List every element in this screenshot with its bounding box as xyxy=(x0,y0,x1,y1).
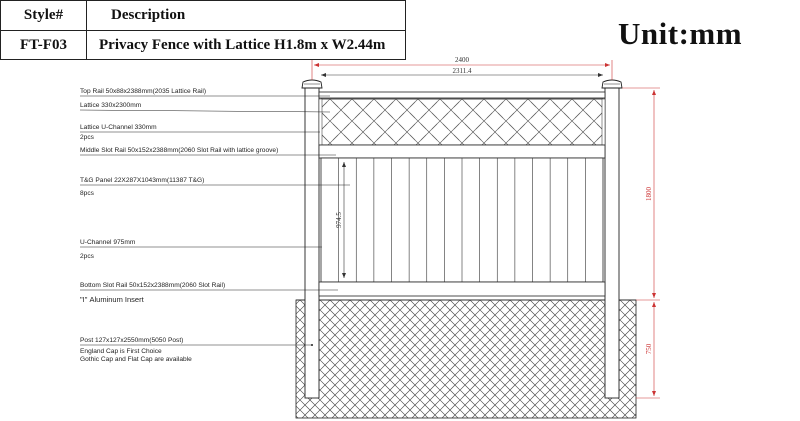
callout-u-channel-note: 2pcs xyxy=(80,253,94,260)
callout-middle-slot-rail-label: Middle Slot Rail 50x152x2388mm(2060 Slot Rail with lattice groove) xyxy=(80,147,279,154)
lattice-u-channel-right xyxy=(602,99,605,145)
height-value: 1800 xyxy=(645,187,653,201)
callout-u-channel xyxy=(80,239,322,260)
left-post xyxy=(305,88,319,398)
callout-aluminum-insert xyxy=(80,295,145,304)
inner-width-value: 2311.4 xyxy=(452,67,472,75)
callout-top-rail-label: Top Rail 50x88x2388mm(2035 Lattice Rail) xyxy=(80,88,207,95)
callout-tg-panel-note: 8pcs xyxy=(80,190,94,197)
callout-aluminum-insert-label: "Ι" Aluminum Insert xyxy=(80,295,144,304)
callout-tg-panel-label: T&G Panel 22X287X1043mm(11387 T&G) xyxy=(80,177,205,184)
ground-section xyxy=(296,300,636,418)
width-dimensions xyxy=(312,56,612,80)
overall-width-value: 2400 xyxy=(455,56,469,64)
panel-height-value: 974.5 xyxy=(335,212,343,228)
callout-lattice xyxy=(80,102,330,112)
top-rail xyxy=(319,92,605,98)
callout-lattice-label: Lattice 330x2300mm xyxy=(80,102,142,109)
post-note-cap-available: Gothic Cap and Flat Cap are available xyxy=(80,356,192,363)
callout-lattice-u-channel xyxy=(80,124,320,141)
callout-u-channel-label: U-Channel 975mm xyxy=(80,239,136,246)
middle-slot-rail xyxy=(319,145,605,158)
tg-panel xyxy=(321,158,603,282)
ground-hatch xyxy=(296,300,636,418)
callout-lattice-leader xyxy=(80,110,330,112)
bottom-slot-rail xyxy=(319,282,605,296)
callout-post-label: Post 127x127x2550mm(5050 Post) xyxy=(80,337,184,344)
callout-lattice-u-channel-note: 2pcs xyxy=(80,134,94,141)
callout-bottom-slot-rail-label: Bottom Slot Rail 50x152x2388mm(2060 Slot Rail) xyxy=(80,282,226,289)
callout-post xyxy=(80,337,313,363)
callout-top-rail xyxy=(80,88,330,96)
lattice-panel xyxy=(321,99,603,145)
callout-lattice-u-channel-label: Lattice U-Channel 330mm xyxy=(80,124,157,131)
style-column-header: Style# xyxy=(1,1,87,31)
callout-middle-slot-rail xyxy=(80,147,336,155)
lattice-u-channel-left xyxy=(319,99,322,145)
right-post xyxy=(605,88,619,398)
ground-depth-value: 750 xyxy=(645,343,653,355)
product-description: Privacy Fence with Lattice H1.8m x W2.44m xyxy=(87,31,406,60)
post-note-cap-first: England Cap is First Choice xyxy=(80,348,162,355)
callout-post-dot xyxy=(311,344,313,346)
unit-label: Unit:mm xyxy=(618,16,743,51)
style-number: FT-F03 xyxy=(1,31,87,60)
callout-bottom-slot-rail xyxy=(80,282,338,290)
description-column-header: Description xyxy=(87,1,406,31)
